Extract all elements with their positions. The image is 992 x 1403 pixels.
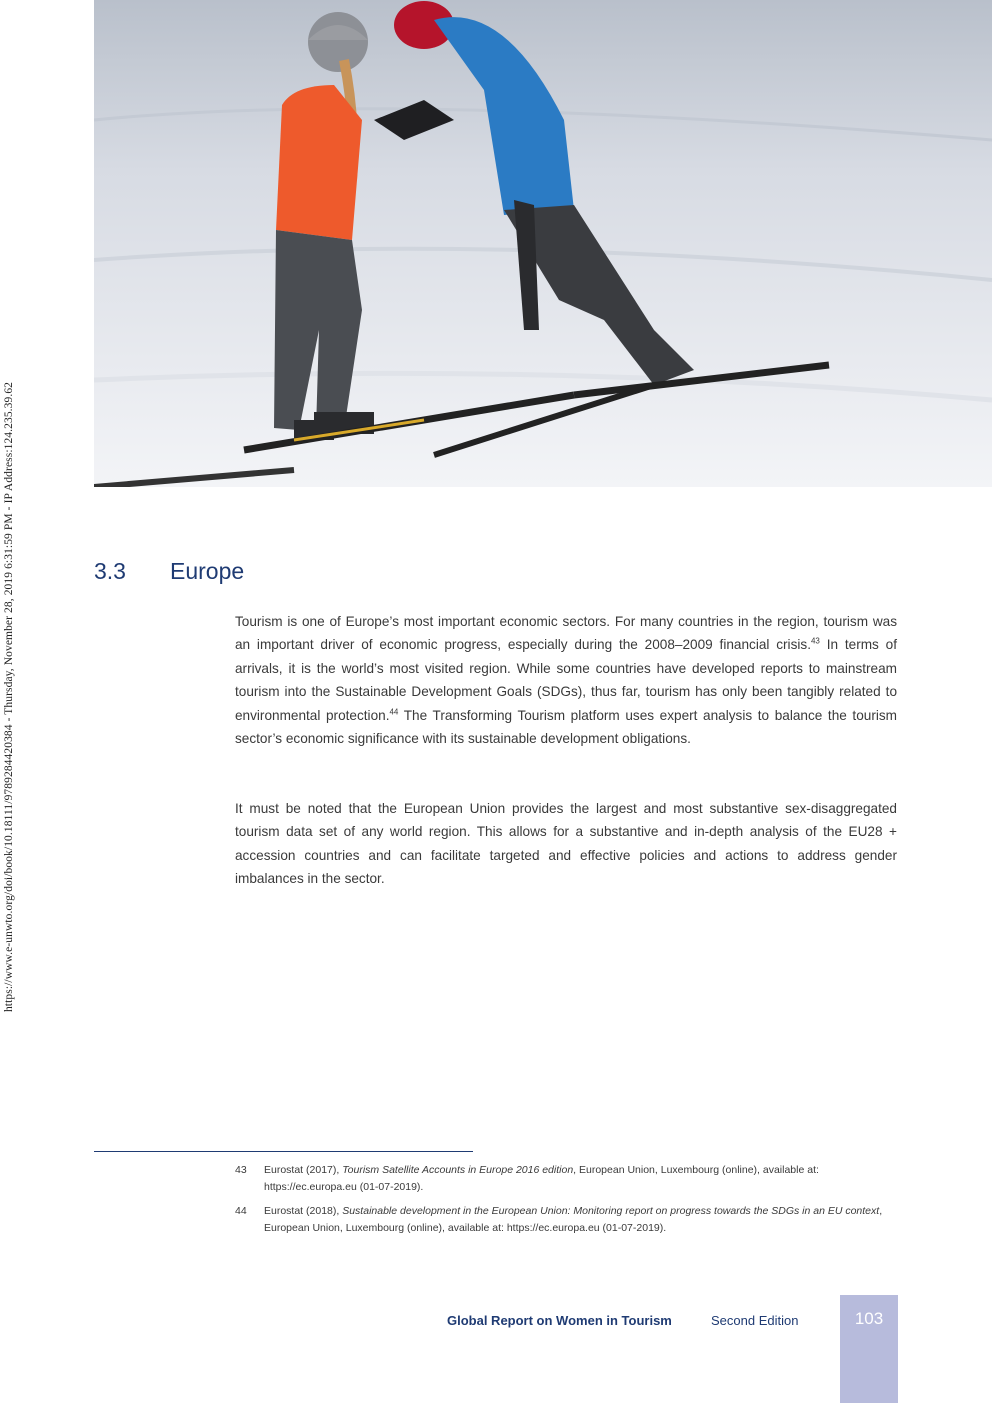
footnote-number: 43: [235, 1164, 247, 1176]
footnote-divider: [94, 1151, 473, 1152]
footnote-ref-43[interactable]: 43: [810, 636, 820, 646]
paragraph-1-part-b: In terms of arrivals, it is the world’s most visited region. While some countries have developed reports to mainstream tourism into the Sustainable Development Goals (SDGs), thus far, tourism has only been tangibly related to environmental protection.: [235, 637, 897, 723]
page-number: 103: [854, 1309, 884, 1328]
section-title: Europe: [170, 558, 245, 584]
footnote-text: Eurostat (2017), Tourism Satellite Accounts in Europe 2016 edition, European Union, Luxembourg (online), available at: https://ec.europa.eu (01-07-2019).: [264, 1164, 819, 1193]
page-number-box: [840, 1295, 898, 1403]
footer-edition: Second Edition: [711, 1313, 799, 1328]
footnote-ref-44[interactable]: 44: [389, 707, 399, 717]
footnote-number: 44: [235, 1205, 247, 1217]
section-number: 3.3: [94, 558, 126, 584]
paragraph-1-part-a: Tourism is one of Europe’s most important economic sectors. For many countries in the region, tourism was an important driver of economic progress, especially during the 2008–2009 financial crisis.: [235, 614, 897, 653]
footer-report-title: Global Report on Women in Tourism: [447, 1313, 672, 1328]
footnote-text: Eurostat (2018), Sustainable development in the European Union: Monitoring report on progress towards the SDGs in an EU context, European Union, Luxembourg (online), available at: https://ec.europa.eu (01-07-2019).: [264, 1205, 883, 1234]
side-download-stamp: https://www.e-unwto.org/doi/book/10.18111/9789284420384 - Thursday, November 28, 2019 6:31:59 PM - IP Address:124.235.39.62: [3, 381, 15, 1013]
ski-photo: [94, 0, 992, 487]
paragraph-1-part-c: The Transforming Tourism platform uses expert analysis to balance the tourism sector’s economic significance with its sustainable development obligations.: [235, 707, 897, 747]
paragraph-1: [235, 610, 897, 750]
paragraph-2: It must be noted that the European Union provides the largest and most substantive sex-disaggregated tourism data set of any world region. This allows for a substantive and in-depth analysis of the EU28 + accession countries and can facilitate targeted and effective policies and actions to address gender imbalances in the sector.: [235, 801, 897, 887]
